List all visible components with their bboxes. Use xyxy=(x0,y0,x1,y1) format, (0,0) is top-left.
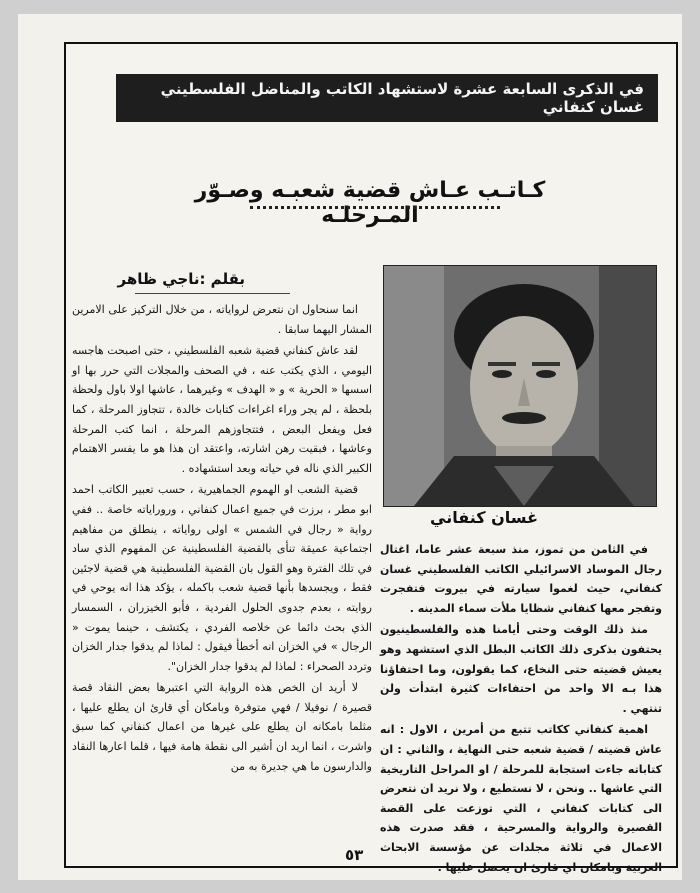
right-column xyxy=(380,540,662,879)
left-paragraph-2: لقد عاش كنفاني قضية شعبه الفلسطيني ، حتى اصبحت هاجسه اليومي ، الذي يكتب عنه ، في الصحف والمجلات التي حرر بها او اسسها « الحرية » و « الهدف » وغيرهما ، عاشها اولا باول ولحظة بلحظة ، لم يجر وراء اغراءات كتابات خالدة ، تتجاوز المرحلة ، كما فعل ويفعل البعض ، فتتجاوزهم المرحلة ، انما كتب المرحلة وعاشها ، فبقيت رهن اشارته، واعتقد ان هذا هو ما يفسر الاهتمام الكبير الذي ناله في حياته وبعد استشهاده . xyxy=(72,344,372,475)
right-paragraph-3: اهمية كنفاني ككاتب تتبع من أمرين ، الاول : انه عاش قضيته / قضية شعبه حتى النهاية ، والثاني : ان كتاباته جاءت استجابة للمرحلة / او المراحل التاريخية التي عاشها .. ونحن ، لا نستطيع ، ولا نريد ان نتعرض الى كتابات كنفاني ، التي توزعت على القصة القصيرة والرواية والمسرحية ، فقد صدرت هذه الاعمال في ثلاثة مجلدات عن مؤسسة الابحاث العربية وبامكان اي قارئ ان يحصل عليها . xyxy=(380,723,662,874)
left-paragraph-4: لا أريد ان الخص هذه الرواية التي اعتبرها بعض النقاد قصة قصيرة / نوفيلا / فهي متوفرة وبامكان أي قارئ ان يطلع عليها ، مثلما بامكانه ان يطلع على غيرها من اعمال كنفاني كما سبق واشرت ، انما اريد ان أشير الى نقطة هامة فيها ، قلما اعارها النقاد والدارسون ما هي جديرة به من xyxy=(72,681,372,773)
banner xyxy=(116,74,658,122)
author-photo xyxy=(383,265,657,507)
right-paragraph-2: منذ ذلك الوقت وحتى أيامنا هذه والفلسطينيون يحتفون بذكرى ذلك الكاتب البطل الذي استشهد وهو يعيش قضيته حتى النخاع، كما يقولون، وما احتفاؤنا هذا بـه الا واحد من احتفاءات كثيرة ابتدأت ولن تنتهي . xyxy=(380,623,662,715)
left-paragraph-1: انما سنحاول ان نتعرض لرواياته ، من خلال التركيز على الامرين المشار اليهما سابقا . xyxy=(72,303,372,336)
byline: بقلم :ناجي ظاهر xyxy=(117,270,245,288)
headline-dotted-rule xyxy=(250,206,500,213)
photo-caption: غسان كنفاني xyxy=(430,508,538,527)
portrait-image xyxy=(384,266,656,506)
page-number: ٥٣ xyxy=(345,846,364,864)
banner-title: في الذكرى السابعة عشرة لاستشهاد الكاتب والمناضل الفلسطيني غسان كنفاني xyxy=(160,80,644,116)
right-paragraph-1: في الثامن من تموز، منذ سبعة عشر عاما، اغتال رجال الموساد الاسرائيلي الكاتب الفلسطيني غسان كنفاني، حيث لغموا سيارته في بيروت فتفجرت وتفجر معها كنفاني شظايا ملأت سماء المدينه . xyxy=(380,543,662,615)
left-paragraph-3: قضية الشعب او الهموم الجماهيرية ، حسب تعبير الكاتب احمد ابو مطر ، برزت في جميع اعمال كنفاني ، وروراياته خاصة .. ففي رواية « رجال في الشمس » اولى رواياته ، ينطلق من مفاهيم اجتماعية عميقة تنأى بالقضية الفلسطينية عن المفهوم الذي ساد في تلك الفترة وهو القول بان القضية الفلسطينية هي قضية لاجئين فقط ، ويجسدها بأنها قضية شعب باكمله ، يؤكد هذا انه يوحي في روايته ، بعدم جدوى الحلول الفردية ، فأبو الخيزران ، السمسار الذي بحث دائما عن خلاصه الفردي ، يكتشف ، حينما يموت « الرجال » في الخزان انه أخطأ فيقول : لماذا لم يدقوا جدار الخزان وتردد الصحراء : لماذا لم يدقوا جدار الخزان". xyxy=(72,483,372,673)
byline-underline xyxy=(135,293,290,294)
left-column xyxy=(72,300,372,778)
headline: كـاتـب عـاش قضية شعبـه وصـوّر المـرحلـه xyxy=(194,178,546,228)
